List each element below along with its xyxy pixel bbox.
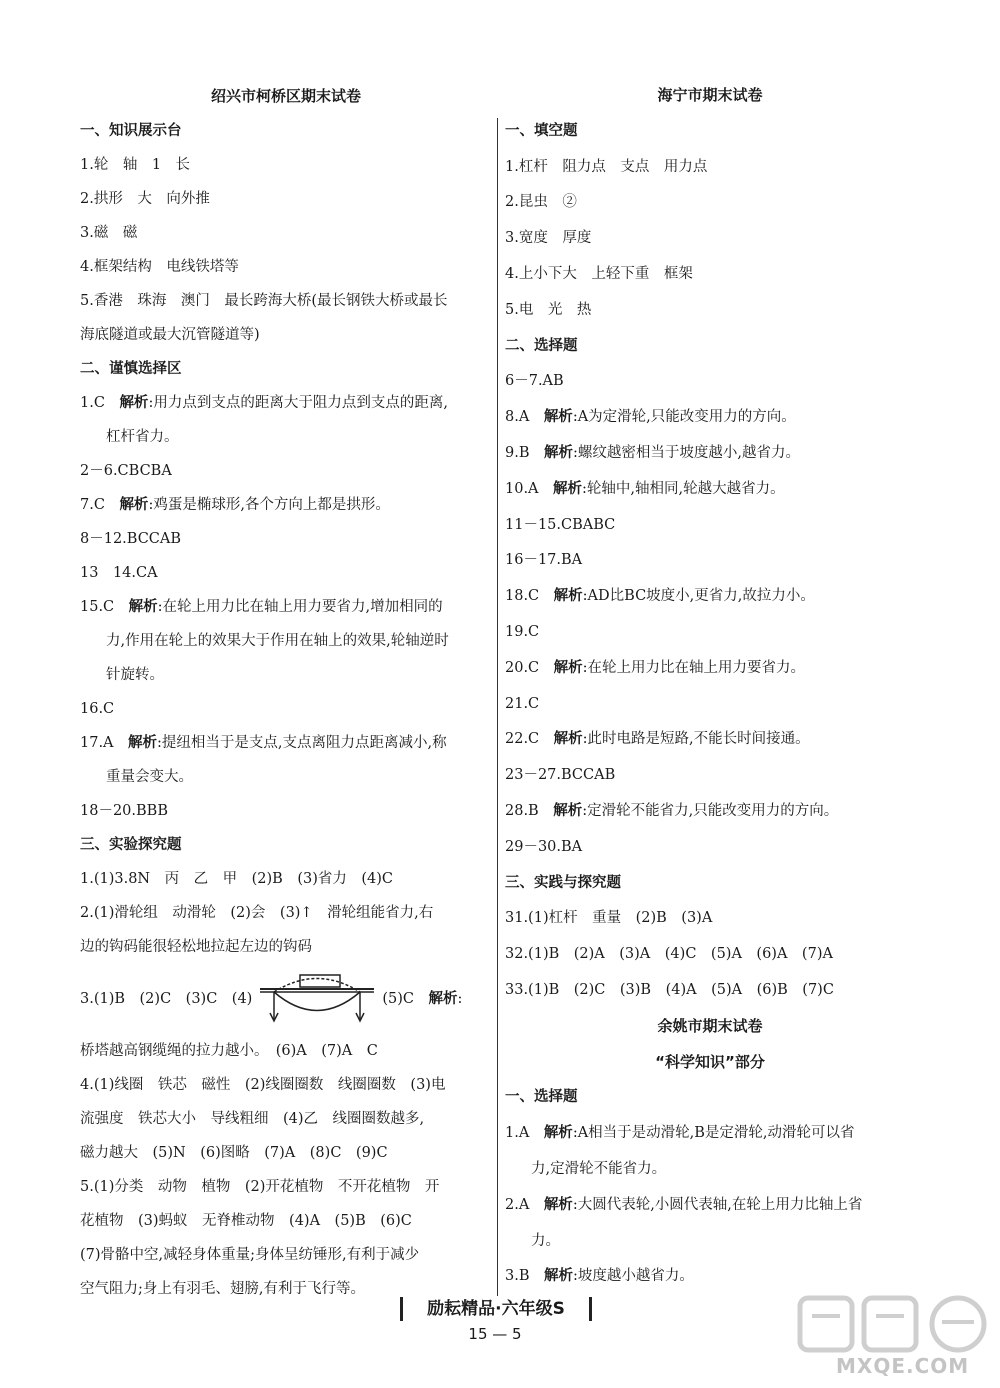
analysis-text: :用力点到支点的距离大于阻力点到支点的距离,	[148, 395, 448, 411]
answer-line: 流强度 铁芯大小 导线粗细 (4)乙 线圈圈数越多,	[80, 1111, 425, 1127]
answer-line	[505, 579, 915, 615]
section-title-yuyao: 余姚市期末试卷	[657, 1016, 763, 1035]
arch-bridge-diagram	[258, 973, 376, 1025]
analysis-text: :A为定滑轮,只能改变用力的方向。	[572, 409, 796, 426]
analysis-text: :提纽相当于是支点,支点离阻力点距离减小,称	[157, 735, 447, 751]
answer-line	[505, 722, 915, 758]
section-heading: 二、谨慎选择区	[80, 361, 182, 377]
analysis-label: 解析	[428, 991, 458, 1007]
answer-line: 2－6.CBCBA	[80, 463, 172, 479]
answer-line	[505, 400, 915, 436]
page-number: 15 — 5	[468, 1325, 522, 1343]
answer-line: 花植物 (3)蚂蚁 无脊椎动物 (4)A (5)B (6)C	[80, 1213, 412, 1229]
answer-line: 4.框架结构 电线铁塔等	[80, 259, 239, 275]
analysis-text: :螺纹越密相当于坡度越小,越省力。	[573, 444, 800, 461]
analysis-text: :在轮上用力比在轴上用力要省力,增加相同的	[157, 599, 443, 615]
analysis-text: :A相当于是动滑轮,B是定滑轮,动滑轮可以省	[572, 1125, 855, 1142]
watermark-logo	[792, 1292, 992, 1384]
section-heading: 一、填空题	[505, 122, 578, 139]
answer-line: 磁力越大 (5)N (6)图略 (7)A (8)C (9)C	[80, 1145, 388, 1161]
answer-num: 3.B	[505, 1268, 544, 1285]
answer-line: 13 14.CA	[80, 565, 158, 581]
section-heading: 一、知识展示台	[80, 123, 182, 139]
answer-line	[505, 1188, 915, 1224]
answer-line: 针旋转。	[106, 667, 164, 683]
answer-line	[505, 1116, 915, 1152]
section-heading: 三、实验探究题	[80, 837, 182, 853]
analysis-label: 解析	[544, 444, 573, 461]
answer-line	[80, 964, 492, 1034]
analysis-label: 解析	[553, 480, 583, 497]
analysis-label: 解析	[543, 1196, 573, 1213]
answer-line	[80, 488, 492, 522]
answer-num: 17.A	[80, 735, 129, 751]
answer-line: 5.(1)分类 动物 植物 (2)开花植物 不开花植物 开	[80, 1179, 440, 1195]
analysis-label: 解析	[553, 802, 583, 819]
analysis-label: 解析	[128, 735, 158, 751]
analysis-text: :此时电路是短路,不能长时间接通。	[582, 731, 810, 748]
answer-line: 力。	[531, 1232, 560, 1249]
section-heading: 三、实践与探究题	[505, 874, 621, 891]
section-subtitle: “科学知识”部分	[655, 1052, 765, 1071]
answer-line: 4.上小下大 上轻下重 框架	[505, 265, 693, 282]
answer-line: 11－15.CBABC	[505, 516, 616, 533]
analysis-text: :大圆代表轮,小圆代表轴,在轮上用力比轴上省	[572, 1196, 863, 1213]
answer-line: 空气阻力;身上有羽毛、翅膀,有利于飞行等。	[80, 1281, 365, 1297]
answer-num: 1.C	[80, 395, 120, 411]
answer-line: 1.(1)3.8N 丙 乙 甲 (2)B (3)省力 (4)C	[80, 871, 393, 887]
answer-num: 7.C	[80, 497, 120, 513]
answer-line: 海底隧道或最大沉管隧道等)	[80, 327, 260, 343]
answer-line: 19.C	[505, 623, 540, 640]
analysis-text: :AD比BC坡度小,更省力,故拉力小。	[582, 588, 815, 605]
arrow-up-icon: ↑	[300, 905, 313, 921]
analysis-text: :鸡蛋是椭球形,各个方向上都是拱形。	[148, 497, 390, 513]
answer-line: 16.C	[80, 701, 115, 717]
analysis-label: 解析	[553, 731, 583, 748]
analysis-label: 解析	[543, 1125, 573, 1142]
answer-num: 20.C	[505, 659, 554, 676]
answer-text: 滑轮组能省力,右	[312, 905, 434, 921]
answer-line: 杠杆省力。	[106, 429, 179, 445]
answer-num: 18.C	[505, 588, 554, 605]
answer-line: 4.(1)线圈 铁芯 磁性 (2)线圈圈数 线圈圈数 (3)电	[80, 1077, 446, 1093]
analysis-label: 解析	[119, 497, 149, 513]
right-column	[505, 78, 915, 1295]
answer-num: 15.C	[80, 599, 129, 615]
left-column	[80, 78, 492, 1306]
analysis-label: 解析	[553, 588, 583, 605]
column-divider	[497, 118, 498, 1296]
answer-line: 重量会变大。	[106, 769, 193, 785]
analysis-label: 解析	[543, 409, 573, 426]
answer-line	[505, 472, 915, 508]
answer-line: 力,定滑轮不能省力。	[531, 1160, 667, 1177]
answer-line: 16－17.BA	[505, 552, 583, 569]
answer-line: 1.杠杆 阻力点 支点 用力点	[505, 158, 708, 175]
answer-line: 32.(1)B (2)A (3)A (4)C (5)A (6)A (7)A	[505, 946, 833, 963]
answer-line: 5.电 光 热	[505, 301, 592, 318]
footer-brand: 励耘精品·六年级S	[400, 1297, 592, 1321]
answer-line	[505, 651, 915, 687]
answer-num: 9.B	[505, 444, 544, 461]
section-title-haining: 海宁市期末试卷	[657, 86, 763, 104]
answer-text: 3.(1)B (2)C (3)C (4)	[80, 991, 253, 1007]
answer-line: 桥塔越高钢缆绳的拉力越小。 (6)A (7)A C	[80, 1043, 378, 1059]
answer-num: 8.A	[505, 409, 544, 426]
answer-line	[80, 726, 492, 760]
analysis-text: :定滑轮不能省力,只能改变用力的方向。	[582, 802, 839, 819]
answer-line	[80, 896, 492, 930]
answer-line: 29－30.BA	[505, 838, 583, 855]
answer-line	[505, 436, 915, 472]
analysis-label: 解析	[128, 599, 158, 615]
answer-line: 21.C	[505, 695, 540, 712]
section-title-shaoxing: 绍兴市柯桥区期末试卷	[210, 87, 361, 105]
answer-line	[505, 1259, 915, 1295]
answer-line	[80, 590, 492, 624]
answer-line: 边的钩码能很轻松地拉起左边的钩码	[80, 939, 312, 955]
section-heading: 二、选择题	[505, 337, 578, 354]
answer-line: 3.磁 磁	[80, 225, 138, 241]
answer-line: 23－27.BCCAB	[505, 767, 616, 784]
analysis-label: 解析	[119, 395, 149, 411]
analysis-text: :坡度越小越省力。	[573, 1268, 694, 1285]
answer-line: 1.轮 轴 1 长	[80, 157, 191, 173]
answer-line: 5.香港 珠海 澳门 最长跨海大桥(最长钢铁大桥或最长	[80, 293, 448, 309]
analysis-label: 解析	[553, 659, 583, 676]
analysis-text: :在轮上用力比在轴上用力要省力。	[582, 659, 806, 676]
analysis-label: 解析	[544, 1268, 573, 1285]
answer-line: 8－12.BCCAB	[80, 531, 182, 547]
answer-line: 6－7.AB	[505, 373, 564, 390]
analysis-text: :轮轴中,轴相同,轮越大越省力。	[582, 480, 785, 497]
answer-line: 3.宽度 厚度	[505, 230, 592, 247]
answer-line	[80, 386, 492, 420]
answer-num: 2.A	[505, 1196, 544, 1213]
answer-text: (5)C	[382, 991, 429, 1007]
answer-line: 31.(1)杠杆 重量 (2)B (3)A	[505, 910, 713, 927]
answer-line: 力,作用在轮上的效果大于作用在轴上的效果,轮轴逆时	[106, 633, 449, 649]
answer-text: 2.(1)滑轮组 动滑轮 (2)会 (3)	[80, 905, 301, 921]
watermark-text: MXQE.COM	[836, 1354, 970, 1378]
answer-text: :	[457, 991, 463, 1007]
answer-line: 2.拱形 大 向外推	[80, 191, 210, 207]
answer-num: 10.A	[505, 480, 554, 497]
answer-num: 28.B	[505, 802, 554, 819]
answer-num: 1.A	[505, 1125, 544, 1142]
watermark-glyph-icon	[792, 1292, 992, 1354]
answer-line: 18－20.BBB	[80, 803, 168, 819]
answer-num: 22.C	[505, 731, 554, 748]
answer-line	[505, 794, 915, 830]
answer-line: 2.昆虫 ②	[505, 194, 577, 211]
answer-line: 33.(1)B (2)C (3)B (4)A (5)A (6)B (7)C	[505, 981, 834, 998]
section-heading: 一、选择题	[505, 1089, 578, 1106]
answer-line: (7)骨骼中空,减轻身体重量;身体呈纺锤形,有利于减少	[80, 1247, 420, 1263]
